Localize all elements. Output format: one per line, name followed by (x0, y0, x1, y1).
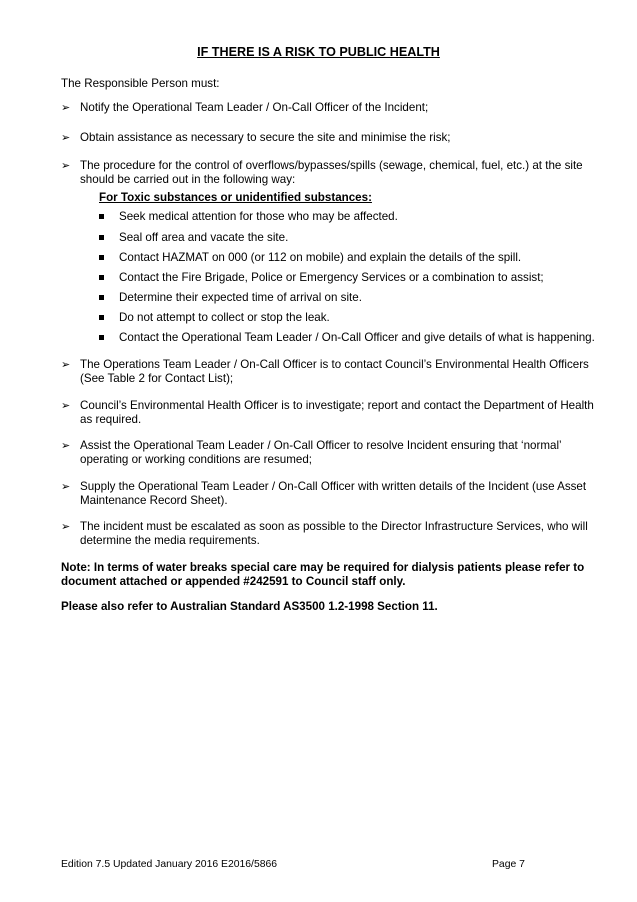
arrow-bullet-icon: ➢ (61, 440, 71, 452)
toxic-substances-heading: For Toxic substances or unidentified substances: (99, 191, 372, 204)
list-item-text: Supply the Operational Team Leader / On-Call Officer with written details of the Incident (use Asset Maintenance Record Sheet). (80, 480, 587, 507)
list-item (61, 480, 606, 508)
square-bullet-icon (99, 295, 104, 300)
list-item (61, 399, 606, 427)
sub-list-item (99, 271, 609, 285)
arrow-bullet-icon: ➢ (61, 102, 71, 114)
list-item-text: The procedure for the control of overflows/bypasses/spills (sewage, chemical, fuel, etc.) at the site should be carried out in the following way: (80, 159, 583, 186)
sub-list-item-text: Seal off area and vacate the site. (119, 231, 289, 244)
sub-list-item-text: Do not attempt to collect or stop the leak. (119, 311, 330, 324)
dialysis-note: Note: In terms of water breaks special care may be required for dialysis patients please refer to document attached or appended #242591 to Council staff only. (61, 561, 585, 588)
arrow-bullet-icon: ➢ (61, 481, 71, 493)
list-item (61, 439, 606, 467)
sub-list-item (99, 231, 609, 245)
square-bullet-icon (99, 255, 104, 260)
list-item-text: Assist the Operational Team Leader / On-Call Officer to resolve Incident ensuring that ‘normal’ operating or working conditions are resumed; (80, 439, 562, 466)
list-item-text: Council’s Environmental Health Officer is to investigate; report and contact the Department of Health as required. (80, 399, 594, 426)
list-item (61, 520, 606, 548)
sub-list-item (99, 251, 609, 265)
list-item (61, 358, 606, 386)
sub-list-item-text: Contact the Fire Brigade, Police or Emergency Services or a combination to assist; (119, 271, 544, 284)
standard-reference: Please also refer to Australian Standard AS3500 1.2-1998 Section 11. (61, 600, 438, 613)
arrow-bullet-icon: ➢ (61, 521, 71, 533)
footer-page-number: Page 7 (492, 859, 525, 870)
list-item (61, 101, 606, 115)
sub-list-item-text: Seek medical attention for those who may be affected. (119, 210, 398, 223)
sub-list-item-text: Contact HAZMAT on 000 (or 112 on mobile) and explain the details of the spill. (119, 251, 522, 264)
square-bullet-icon (99, 235, 104, 240)
arrow-bullet-icon: ➢ (61, 160, 71, 172)
list-item-text: The incident must be escalated as soon as possible to the Director Infrastructure Services, who will determine the media requirements. (80, 520, 588, 547)
sub-list-item-text: Determine their expected time of arrival on site. (119, 291, 362, 304)
list-item-text: Obtain assistance as necessary to secure the site and minimise the risk; (80, 131, 451, 144)
arrow-bullet-icon: ➢ (61, 400, 71, 412)
list-item (61, 131, 606, 145)
arrow-bullet-icon: ➢ (61, 132, 71, 144)
sub-list-item (99, 210, 609, 224)
list-item-text: Notify the Operational Team Leader / On-Call Officer of the Incident; (80, 101, 429, 114)
square-bullet-icon (99, 315, 104, 320)
sub-list-item (99, 291, 609, 305)
sub-list-item-text: Contact the Operational Team Leader / On-Call Officer and give details of what is happening. (119, 331, 595, 344)
square-bullet-icon (99, 275, 104, 280)
sub-list-item (99, 311, 609, 325)
square-bullet-icon (99, 214, 104, 219)
intro-text: The Responsible Person must: (61, 77, 220, 90)
square-bullet-icon (99, 335, 104, 340)
page-title: IF THERE IS A RISK TO PUBLIC HEALTH (197, 45, 440, 59)
sub-list-item (99, 331, 609, 345)
list-item-text: The Operations Team Leader / On-Call Officer is to contact Council’s Environmental Health Officers (See Table 2 for Contact List); (80, 358, 589, 385)
footer-edition: Edition 7.5 Updated January 2016 E2016/5866 (61, 859, 278, 870)
arrow-bullet-icon: ➢ (61, 359, 71, 371)
list-item (61, 159, 606, 187)
